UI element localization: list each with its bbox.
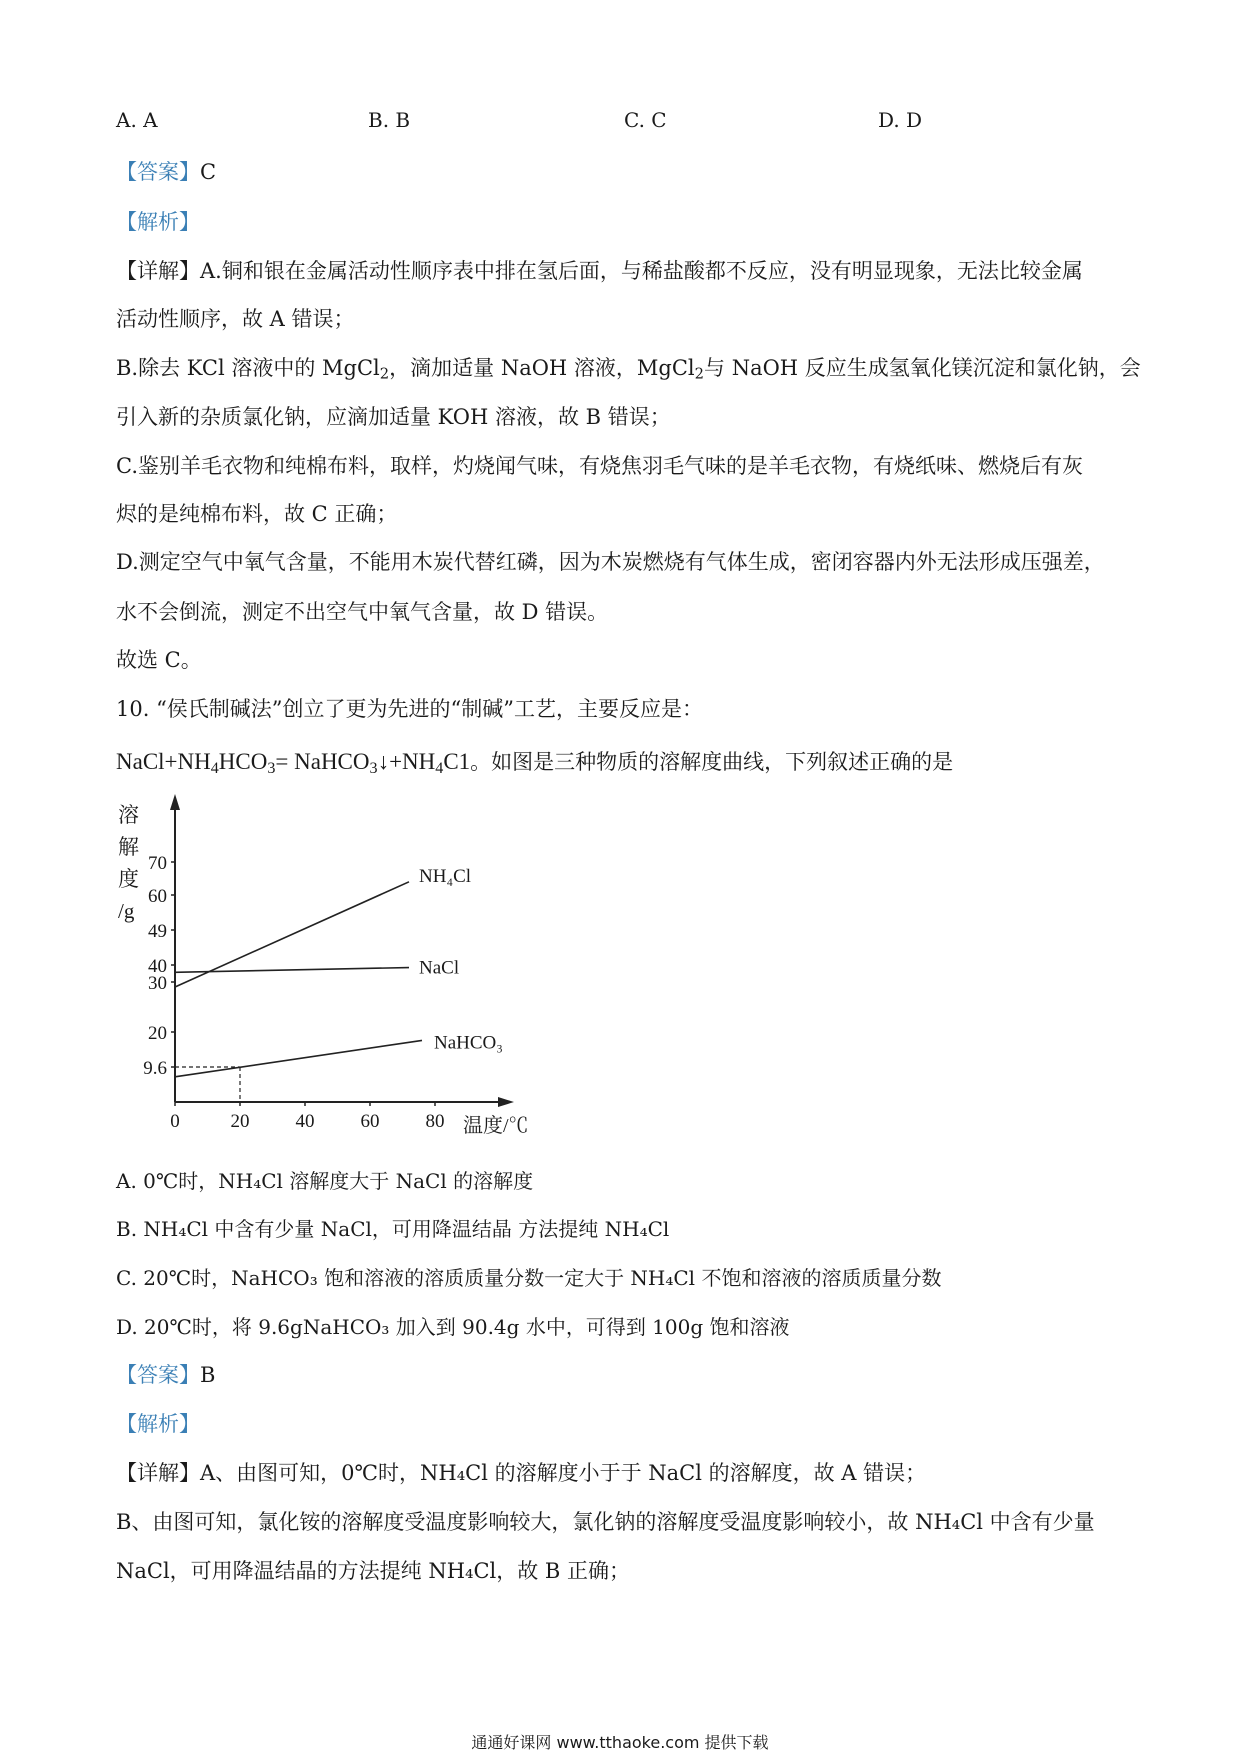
answer-tag: 【答案】 xyxy=(116,1363,200,1387)
q9-b-line2: 引入新的杂质氯化钠，应滴加适量 KOH 溶液，故 B 错误； xyxy=(116,405,671,429)
chart-series xyxy=(175,882,422,1102)
q10-analysis-tag xyxy=(116,1408,200,1438)
detail-tag: 【详解】 xyxy=(116,1461,200,1485)
q10-option-d: D. 20℃时，将 9.6gNaHCO₃ 加入到 90.4g 水中，可得到 100g 饱和溶液 xyxy=(116,1315,790,1339)
x-tick-label: 80 xyxy=(425,1111,445,1132)
y-axis-label: 溶 xyxy=(118,803,139,827)
q10-option-c: C. 20℃时，NaHCO₃ 饱和溶液的溶质质量分数一定大于 NH₄Cl 不饱和溶液的溶质质量分数 xyxy=(116,1266,942,1290)
answer-tag: 【答案】 xyxy=(116,160,200,184)
y-axis-label: /g xyxy=(118,899,135,923)
detail-text: A、由图可知，0℃时，NH₄Cl 的溶解度小于于 NaCl 的溶解度，故 A 错误； xyxy=(200,1461,927,1485)
y-tick-label: 49 xyxy=(148,921,167,942)
y-tick-label: 30 xyxy=(148,973,167,994)
choice-b: B. B xyxy=(368,108,411,132)
q9-d-line1: D.测定空气中氧气含量，不能用木炭代替红磷，因为木炭燃烧有气体生成，密闭容器内外无法形成压强差， xyxy=(116,550,1105,574)
q9-c-line1: C.鉴别羊毛衣物和纯棉布料，取样，灼烧闻气味，有烧焦羽毛气味的是羊毛衣物，有烧纸味、燃烧后有灰 xyxy=(116,454,1083,478)
equation: $NaCl+NH_4HCO_3=$ $NaHCO_3↓+NH_4C1$ xyxy=(116,749,471,778)
x-axis-arrow xyxy=(498,1097,514,1107)
q9-d-line2: 水不会倒流，测定不出空气中氧气含量，故 D 错误。 xyxy=(116,600,609,624)
q10-option-a: A. 0℃时，NH₄Cl 溶解度大于 NaCl 的溶解度 xyxy=(116,1169,534,1193)
y-tick-label: 20 xyxy=(148,1023,167,1044)
x-tick-label: 0 xyxy=(170,1111,180,1132)
q10-detail-b2: NaCl，可用降温结晶的方法提纯 NH₄Cl，故 B 正确； xyxy=(116,1559,631,1583)
q10-stem-line2 xyxy=(116,746,953,776)
analysis-tag: 【解析】 xyxy=(116,1412,200,1436)
q9-conclusion: 故选 C。 xyxy=(116,648,202,672)
q10-detail-b1: B、由图可知，氯化铵的溶解度受温度影响较大，氯化钠的溶解度受温度影响较小，故 NH₄Cl 中含有少量 xyxy=(116,1510,1095,1534)
q10-answer xyxy=(116,1359,215,1389)
q10-detail-a xyxy=(116,1457,926,1487)
q9-b-line1: B.除去 KCl 溶液中的 MgCl$_2$，滴加适量 NaOH 溶液，MgCl$_2$与 NaOH 反应生成氢氧化镁沉淀和氯化钠，会 xyxy=(116,356,1141,383)
q9-analysis-tag xyxy=(116,206,200,236)
answer-value: B xyxy=(200,1363,216,1387)
page-footer: 通通好课网 www.tthaoke.com 提供下载 xyxy=(471,1733,769,1752)
b-text-2: ，滴加适量 NaOH 溶液，MgCl xyxy=(389,356,695,380)
x-axis-label: 温度/℃ xyxy=(463,1115,529,1137)
series-label: NaHCO₃ xyxy=(434,1032,503,1054)
analysis-tag: 【解析】 xyxy=(116,210,200,234)
y-tick-label: 40 xyxy=(148,956,167,977)
x-tick-label: 20 xyxy=(230,1111,250,1132)
q10-stem-line1: 10. “侯氏制碱法”创立了更为先进的“制碱”工艺，主要反应是： xyxy=(116,697,704,721)
q9-detail-line2: 活动性顺序，故 A 错误； xyxy=(116,307,355,331)
detail-tag: 【详解】 xyxy=(116,259,200,283)
y-tick-label: 70 xyxy=(148,853,167,874)
y-axis-label: 解 xyxy=(118,835,139,859)
x-tick-label: 40 xyxy=(295,1111,315,1132)
q9-c-line2: 烬的是纯棉布料，故 C 正确； xyxy=(116,502,398,526)
q10-option-b: B. NH₄Cl 中含有少量 NaCl，可用降温结晶 方法提纯 NH₄Cl xyxy=(116,1217,670,1241)
y-tick-label: 60 xyxy=(148,886,167,907)
y-tick-label: 9.6 xyxy=(143,1058,167,1079)
q9-answer xyxy=(116,156,216,186)
solubility-chart xyxy=(110,792,570,1142)
series-line xyxy=(175,1040,422,1076)
y-axis-label: 度 xyxy=(118,867,139,891)
b-text-1: B.除去 KCl 溶液中的 MgCl xyxy=(116,356,380,380)
series-label: NaCl xyxy=(419,957,460,979)
series-line xyxy=(175,968,409,973)
detail-text: A.铜和银在金属活动性顺序表中排在氢后面，与稀盐酸都不反应，没有明显现象，无法比较金属 xyxy=(200,259,1083,283)
choice-a: A. A xyxy=(116,108,158,132)
b-text-3: 与 NaOH 反应生成氢氧化镁沉淀和氯化钠，会 xyxy=(704,356,1141,380)
choice-d: D. D xyxy=(878,108,923,132)
q9-detail-line1 xyxy=(116,255,1083,285)
chart-axes xyxy=(170,794,514,1107)
choice-c: C. C xyxy=(624,108,667,132)
series-label: NH₄Cl xyxy=(419,865,472,887)
y-axis-arrow xyxy=(170,794,180,810)
x-tick-label: 60 xyxy=(360,1111,380,1132)
chart-ticks xyxy=(143,853,444,1132)
stem-text: 。如图是三种物质的溶解度曲线，下列叙述正确的是 xyxy=(470,750,954,774)
answer-value: C xyxy=(200,160,217,184)
